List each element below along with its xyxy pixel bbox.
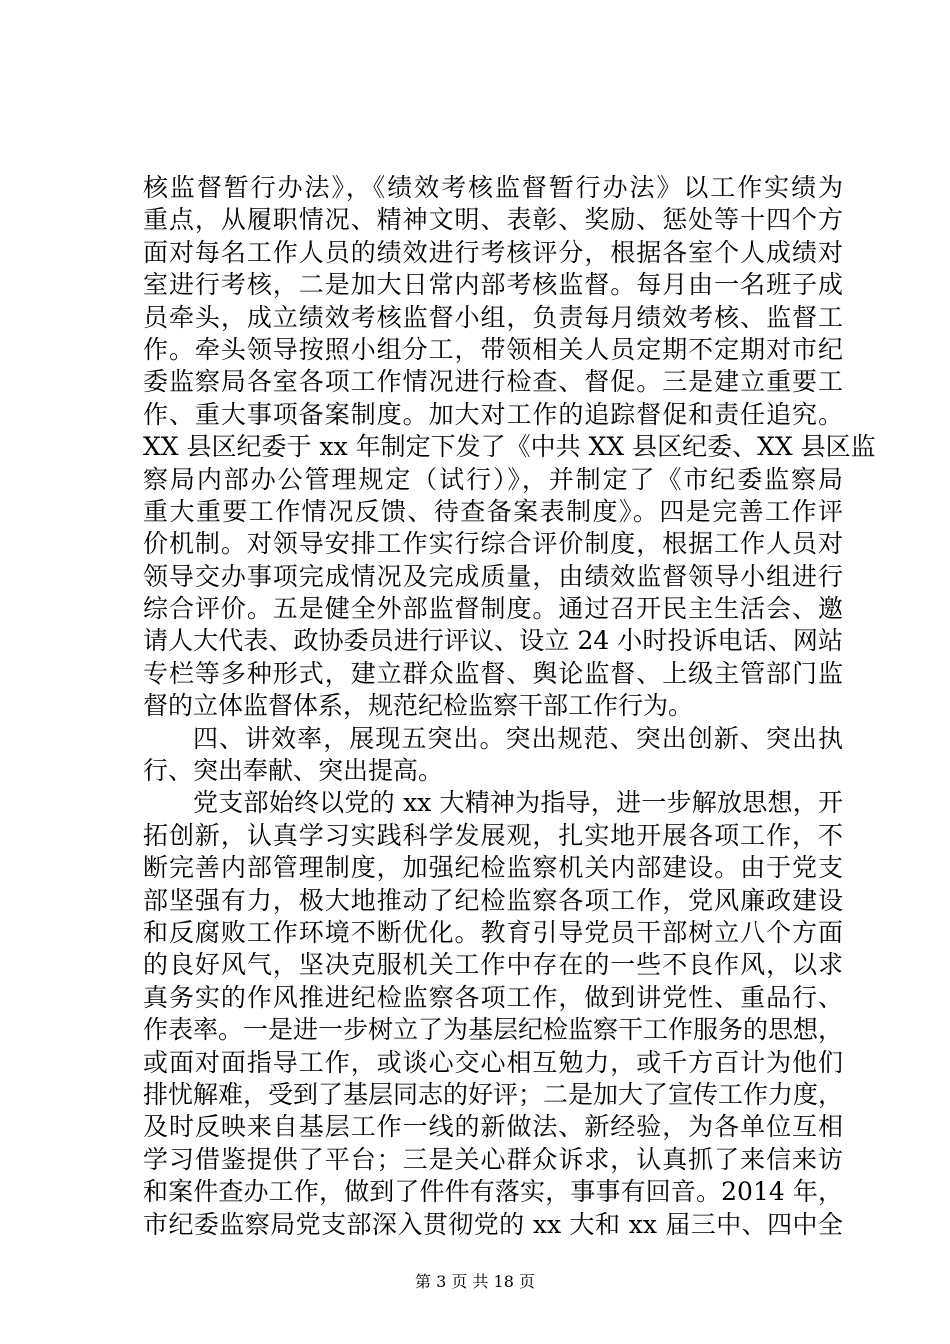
text-line: 排忧解难，受到了基层同志的好评；二是加大了宣传工作力度，: [143, 1079, 844, 1109]
section-heading-line: 四、讲效率，展现五突出。突出规范、突出创新、突出执: [193, 723, 843, 753]
text-line: 学习借鉴提供了平台；三是关心群众诉求，认真抓了来信来访: [143, 1144, 843, 1174]
text-line: 行、突出奉献、突出提高。: [143, 756, 444, 786]
text-line: 重大重要工作情况反馈、待查备案表制度》。四是完善工作评: [143, 496, 843, 526]
text-line: XX 县区纪委于 xx 年制定下发了《中共 XX 县区纪委、XX 县区监: [143, 432, 876, 462]
text-line: 察局内部办公管理规定（试行）》，并制定了《市纪委监察局: [143, 464, 843, 494]
text-line: 面对每名工作人员的绩效进行考核评分，根据各室个人成绩对: [143, 237, 843, 267]
text-line: 部坚强有力，极大地推动了纪检监察各项工作，党风廉政建设: [143, 885, 843, 915]
body-text: [143, 172, 876, 1241]
text-line: 作表率。一是进一步树立了为基层纪检监察干工作服务的思想，: [143, 1015, 844, 1045]
text-line: 委监察局各室各项工作情况进行检查、督促。三是建立重要工: [143, 367, 843, 397]
text-line: 或面对面指导工作，或谈心交心相互勉力，或千方百计为他们: [143, 1047, 843, 1077]
paragraph-first-line: 党支部始终以党的 xx 大精神为指导，进一步解放思想，开: [193, 788, 843, 818]
text-line: 真务实的作风推进纪检监察各项工作，做到讲党性、重品行、: [143, 982, 843, 1012]
text-line: 的良好风气，坚决克服机关工作中存在的一些不良作风，以求: [143, 950, 843, 980]
text-line: 作。牵头领导按照小组分工，带领相关人员定期不定期对市纪: [143, 334, 843, 364]
text-line: 拓创新，认真学习实践科学发展观，扎实地开展各项工作，不: [143, 820, 843, 850]
text-line: 综合评价。五是健全外部监督制度。通过召开民主生活会、邀: [143, 594, 843, 624]
text-line: 请人大代表、政协委员进行评议、设立 24 小时投诉电话、网站: [143, 626, 843, 656]
text-line: 作、重大事项备案制度。加大对工作的追踪督促和责任追究。: [143, 399, 843, 429]
text-line: 断完善内部管理制度，加强纪检监察机关内部建设。由于党支: [143, 853, 843, 883]
text-line: 室进行考核，二是加大日常内部考核监督。每月由一名班子成: [143, 270, 843, 300]
page-number-footer: 第 3 页 共 18 页: [415, 1272, 535, 1291]
text-line: 和案件查办工作，做到了件件有落实，事事有回音。2014 年，: [143, 1177, 843, 1207]
text-line: 和反腐败工作环境不断优化。教育引导党员干部树立八个方面: [143, 917, 843, 947]
text-line: 重点，从履职情况、精神文明、表彰、奖励、惩处等十四个方: [143, 205, 843, 235]
text-line: 市纪委监察局党支部深入贯彻党的 xx 大和 xx 届三中、四中全: [143, 1209, 843, 1239]
text-line: 价机制。对领导安排工作实行综合评价制度，根据工作人员对: [143, 529, 843, 559]
text-line: 专栏等多种形式，建立群众监督、舆论监督、上级主管部门监: [143, 658, 843, 688]
text-line: 员牵头，成立绩效考核监督小组，负责每月绩效考核、监督工: [143, 302, 843, 332]
text-line: 督的立体监督体系，规范纪检监察干部工作行为。: [143, 691, 694, 721]
text-line: 及时反映来自基层工作一线的新做法、新经验，为各单位互相: [143, 1112, 843, 1142]
text-line: 领导交办事项完成情况及完成质量，由绩效监督领导小组进行: [143, 561, 843, 591]
text-line: 核监督暂行办法》，《绩效考核监督暂行办法》以工作实绩为: [143, 173, 843, 202]
